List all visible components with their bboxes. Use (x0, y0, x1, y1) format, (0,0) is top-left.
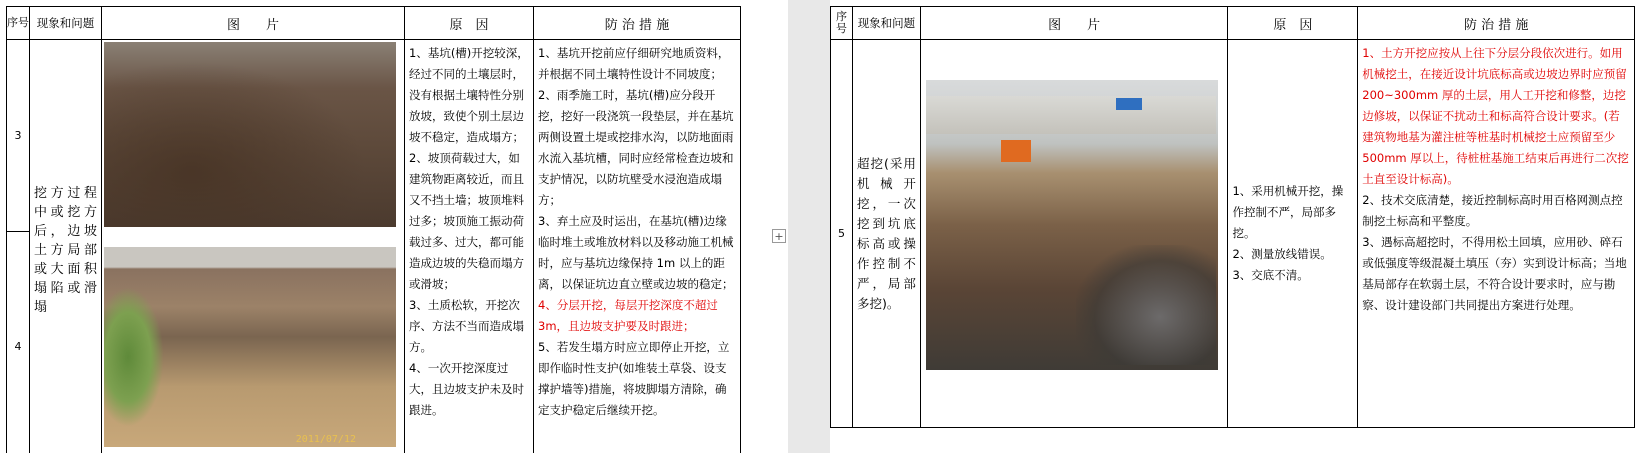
document-page-right (830, 0, 1635, 453)
cause-item: 3、交底不清。 (1232, 268, 1309, 282)
page-gap (788, 0, 830, 453)
header-problem: 现象和问题 (852, 7, 920, 40)
header-cause: 原 因 (1228, 7, 1358, 40)
header-image: 图 片 (920, 7, 1228, 40)
header-measures: 防 治 措 施 (1358, 7, 1635, 40)
cause-cell (1228, 40, 1358, 428)
excavator-shape (1001, 140, 1031, 162)
header-seq: 序号 (7, 7, 30, 40)
photo-landslide-slope (104, 247, 396, 447)
problem-cell: 超挖(采用机械开挖，一次挖到坑底标高或操作控制不严，局部多挖)。 (852, 40, 920, 428)
measure-item: 2、技术交底清楚，接近控制标高时用百格网测点控制挖土标高和平整度。 (1362, 193, 1623, 228)
photo-collapsed-slope (104, 42, 396, 227)
measure-item: 3、遇标高超挖时，不得用松土回填，应用砂、碎石或低强度等级混凝土填压（夯）实到设计标高；当地基局部存在软弱土层，不符合设计要求时，应与勘察、设计建设部门共同提出方案进行处理。 (1362, 235, 1627, 312)
truck-shape (1116, 98, 1142, 110)
add-row-icon[interactable]: + (772, 229, 786, 243)
cause-item: 2、测量放线错误。 (1232, 247, 1332, 261)
cause-item: 2、坡顶荷载过大，如建筑物距离较近，而且又不挡土墙；坡顶堆料过多；坡顶施工振动荷载过多、过大，都可能造成边坡的失稳而塌方或滑坡； (409, 151, 524, 291)
photo-date-stamp: 2011/07/12 (295, 434, 356, 445)
header-problem: 现象和问题 (30, 7, 102, 40)
header-measures: 防 治 措 施 (534, 7, 741, 40)
measure-item: 2、雨季施工时，基坑(槽)应分段开挖，挖好一段浇筑一段垫层，并在基坑两侧设置土堤或挖排水沟，以防地面雨水流入基坑槽，同时应经常检查边坡和支护情况，以防坑壁受水浸泡造成塌方； (538, 88, 734, 207)
document-page-left (0, 0, 788, 453)
header-seq: 序号 (831, 7, 853, 40)
cause-item: 4、一次开挖深度过大，且边坡支护未及时跟进。 (409, 361, 524, 417)
measure-item: 5、若发生塌方时应立即停止开挖，立即作临时性支护(如堆装土草袋、设支撑护墙等)措施，将坡脚塌方清除，确定支护稳定后继续开挖。 (538, 340, 730, 417)
water-puddle-shape (1076, 245, 1216, 365)
vegetation-shape (104, 287, 164, 427)
header-cause: 原 因 (405, 7, 534, 40)
cause-item: 1、基坑(槽)开挖较深，经过不同的土壤层时，没有根据土壤特性分别放坡，致使个别土层边坡不稳定，造成塌方； (409, 46, 529, 144)
measures-cell (534, 40, 741, 453)
cause-item: 1、采用机械开挖，操作控制不严，局部多挖。 (1232, 184, 1344, 240)
row-number-5: 5 (831, 40, 853, 428)
problem-cell: 挖方过程中或挖方后，边坡土方局部或大面积塌陷或滑塌 (30, 40, 102, 453)
photo-over-excavation (926, 80, 1218, 370)
row-number-4: 4 (7, 232, 30, 453)
measure-item: 1、土方开挖应按从上往下分层分段依次进行。如用机械挖土，在接近设计坑底标高或边坡边界时应预留 200~300mm 厚的土层，用人工开挖和修整，边挖边修坡，以保证不扰动土和标高符合设计要求。(若建筑物地基为灌注桩等桩基时机械挖土应预留至少 500mm 厚以上，待桩桩基施工结束后再进行二次挖土直至设计标高)。 (1362, 46, 1629, 186)
measures-cell (1358, 40, 1635, 428)
row-number-3: 3 (7, 40, 30, 232)
measure-item: 4、分层开挖，每层开挖深度不超过 3m，且边坡支护要及时跟进； (538, 298, 718, 333)
measure-item: 1、基坑开挖前应仔细研究地质资料，并根据不同土壤特性设计不同坡度； (538, 46, 730, 81)
retaining-wall-shape (926, 96, 1216, 134)
header-image: 图 片 (102, 7, 405, 40)
measure-item: 3、弃土应及时运出，在基坑(槽)边缘临时堆土或堆放材料以及移动施工机械时，应与基坑边缘保持 1m 以上的距离，以保证坑边直立壁或边坡的稳定； (538, 214, 734, 291)
cause-cell (405, 40, 534, 453)
cause-item: 3、土质松软，开挖次序、方法不当而造成塌方。 (409, 298, 524, 354)
